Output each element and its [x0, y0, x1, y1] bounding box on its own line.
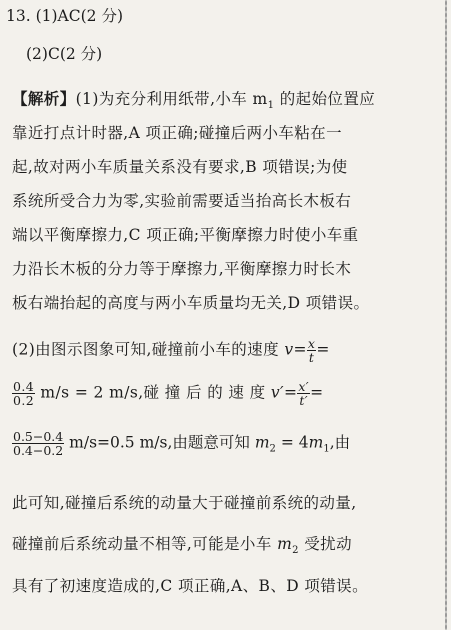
- question-number-line: [6, 6, 123, 26]
- analysis-line-5: 端以平衡摩擦力,C 项正确;平衡摩擦力时使小车重: [12, 226, 359, 244]
- subscript-1: 1: [323, 443, 330, 455]
- analysis-text: = 4: [275, 433, 309, 452]
- analysis-line-3: 起,故对两小车质量关系没有要求,B 项错误;为使: [12, 158, 348, 176]
- fraction-denominator: 0.2: [13, 393, 35, 408]
- analysis-text: (1)为充分利用纸带,小车 m: [75, 90, 268, 108]
- fraction-numerator: 0.5−0.4: [13, 429, 64, 444]
- fraction-difference: [12, 430, 64, 457]
- analysis-line-4: 系统所受合力为零,实验前需要适当抬高长木板右: [12, 192, 352, 210]
- analysis-tag: 【解析】: [12, 89, 76, 108]
- analysis-line-1: [12, 89, 375, 116]
- fraction-denominator: t: [308, 350, 315, 365]
- fraction-x-over-t: [307, 337, 316, 364]
- analysis-p2-line-2: [12, 380, 323, 407]
- velocity-prime-symbol: v′: [270, 383, 284, 402]
- analysis-text: m/s = 2 m/s,碰 撞 后 的 速 度: [35, 383, 271, 402]
- mass-symbol: m: [308, 433, 324, 452]
- equals-sign: =: [283, 383, 298, 402]
- analysis-p2-line-4: 此可知,碰撞后系统的动量大于碰撞前系统的动量,: [12, 494, 357, 512]
- question-number: 13.: [6, 7, 31, 25]
- analysis-line-6: 力沿长木板的分力等于摩擦力,平衡摩擦力时长木: [12, 260, 352, 278]
- part1-answer: (1)AC(2 分): [35, 7, 123, 25]
- part2-answer: (2)C(2 分): [26, 45, 103, 63]
- analysis-text: ,由: [329, 433, 351, 452]
- equals-sign: =: [293, 340, 307, 359]
- analysis-p2-line-5: [12, 534, 352, 561]
- fraction-denominator: t′: [299, 393, 309, 408]
- analysis-text: 的起始位置应: [274, 90, 376, 108]
- subscript-1: 1: [267, 100, 275, 112]
- subscript-2: 2: [269, 443, 276, 455]
- analysis-text: 受扰动: [298, 535, 352, 553]
- analysis-line-7: 板右端抬起的高度与两小车质量均无关,D 项错误。: [12, 294, 370, 312]
- analysis-text: (2)由图示图象可知,碰撞前小车的速度: [12, 340, 285, 359]
- analysis-line-2: 靠近打点计时器,A 项正确;碰撞后两小车粘在一: [12, 124, 342, 142]
- fraction-xprime-over-tprime: [297, 380, 310, 407]
- margin-dotted-line: [445, 0, 447, 630]
- fraction-0.4-over-0.2: [12, 380, 35, 407]
- equals-sign: =: [316, 340, 330, 359]
- analysis-p2-line-6: 具有了初速度造成的,C 项正确,A、B、D 项错误。: [12, 577, 368, 595]
- analysis-p2-line-3: [12, 430, 350, 460]
- fraction-numerator: x: [307, 336, 316, 351]
- equals-sign: =: [310, 383, 324, 402]
- fraction-numerator: x′: [298, 379, 310, 394]
- velocity-symbol: v: [284, 340, 294, 359]
- fraction-numerator: 0.4: [13, 379, 35, 394]
- mass-symbol: m: [277, 535, 293, 553]
- analysis-p2-line-1: [12, 337, 330, 364]
- analysis-text: 碰撞前后系统动量不相等,可能是小车: [12, 535, 278, 553]
- fraction-denominator: 0.4−0.2: [13, 443, 64, 458]
- analysis-text: m/s=0.5 m/s,由题意可知: [64, 433, 255, 452]
- subscript-2: 2: [292, 545, 299, 557]
- mass-symbol: m: [254, 433, 270, 452]
